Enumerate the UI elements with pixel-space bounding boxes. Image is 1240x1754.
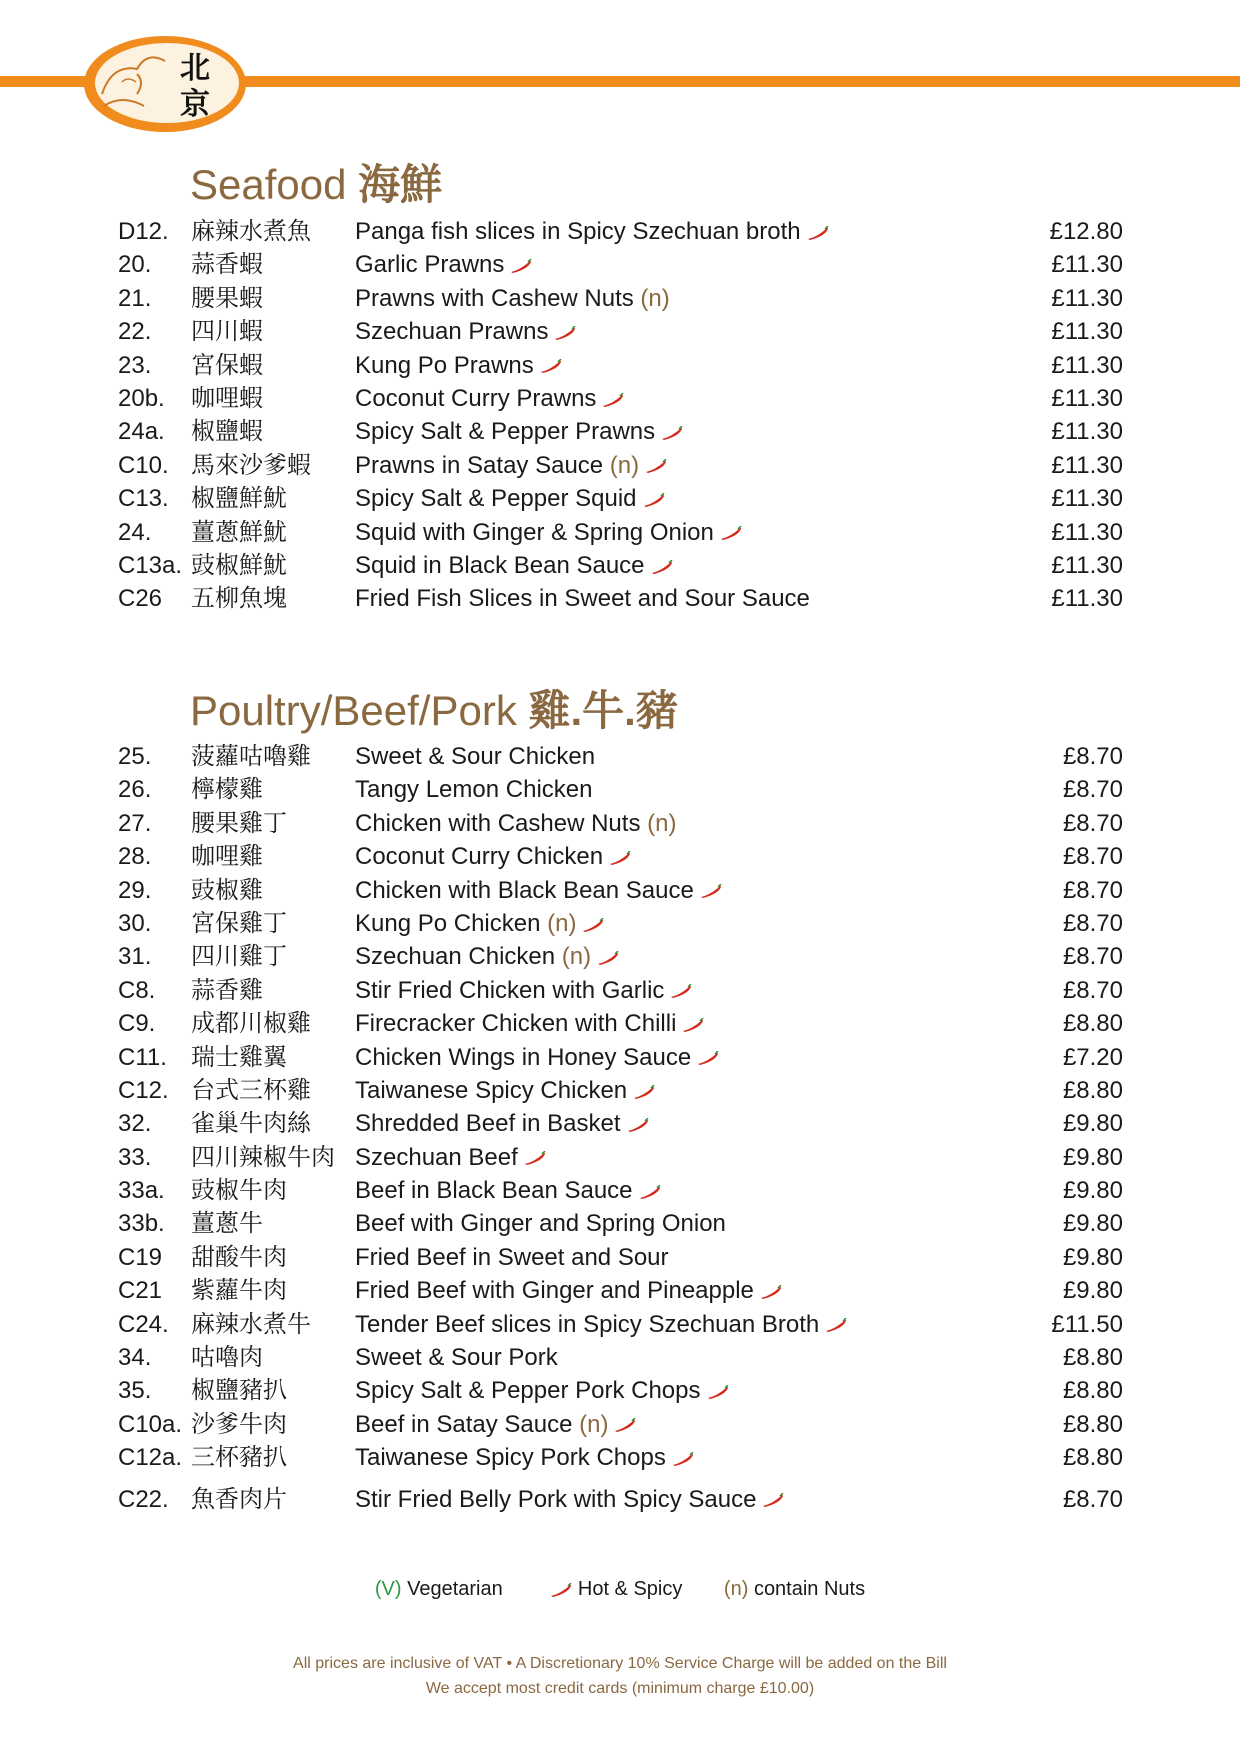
restaurant-logo — [82, 34, 248, 134]
item-code: C8. — [118, 976, 156, 1004]
item-price: £11.30 — [1051, 318, 1123, 346]
item-english-name: Prawns with Cashew Nuts (n) — [355, 284, 670, 312]
item-code: 20. — [118, 251, 152, 279]
nuts-marker: (n) — [572, 1410, 609, 1438]
item-price: £8.70 — [1062, 909, 1123, 937]
item-code: 32. — [118, 1110, 152, 1138]
item-chinese-name: 瑞士雞翼 — [191, 1043, 287, 1071]
item-price: £8.80 — [1062, 1444, 1123, 1472]
item-price: £8.70 — [1062, 1485, 1123, 1513]
item-chinese-name: 雀巢牛肉絲 — [191, 1110, 311, 1138]
item-price: £8.70 — [1062, 809, 1123, 837]
menu-item-row — [118, 315, 1123, 348]
menu-item-row — [118, 1241, 1123, 1274]
item-price: £8.70 — [1062, 943, 1123, 971]
menu-item-row — [118, 974, 1123, 1007]
item-price: £9.80 — [1062, 1177, 1123, 1205]
item-chinese-name: 沙爹牛肉 — [191, 1410, 287, 1438]
item-price: £9.80 — [1062, 1277, 1123, 1305]
item-code: C12a. — [118, 1444, 183, 1472]
veg-marker: (V) — [374, 1578, 402, 1600]
item-price: £11.30 — [1051, 418, 1123, 446]
item-english-name: Tender Beef slices in Spicy Szechuan Broth — [355, 1308, 847, 1341]
item-chinese-name: 檸檬雞 — [191, 776, 263, 804]
item-english-name: Beef with Ginger and Spring Onion — [355, 1210, 726, 1238]
menu-item-row — [118, 382, 1123, 415]
item-code: 28. — [118, 843, 152, 871]
item-english-name: Szechuan Prawns — [355, 315, 576, 348]
item-price: £7.20 — [1062, 1043, 1123, 1071]
chili-icon — [554, 326, 576, 340]
item-english-name: Shredded Beef in Basket — [355, 1107, 649, 1140]
item-chinese-name: 蒜香蝦 — [191, 251, 263, 279]
item-chinese-name: 豉椒鮮魷 — [191, 551, 287, 579]
item-english-name: Kung Po Prawns — [355, 349, 562, 382]
seafood-menu-list — [118, 215, 1123, 616]
menu-item-row — [118, 1207, 1123, 1240]
menu-item-row — [118, 1107, 1123, 1140]
seafood-title-cn: 海鮮 — [358, 161, 443, 208]
item-code: 20b. — [118, 384, 165, 412]
item-code: C12. — [118, 1076, 169, 1104]
item-chinese-name: 菠蘿咕嚕雞 — [191, 743, 311, 770]
menu-item-row — [118, 215, 1123, 248]
item-code: 30. — [118, 909, 152, 937]
item-price: £9.80 — [1062, 1143, 1123, 1171]
legend-nuts — [724, 1578, 865, 1600]
poultry-title-en: Poultry/Beef/Pork — [190, 687, 517, 734]
chili-icon — [760, 1285, 782, 1299]
item-code: 33a. — [118, 1177, 165, 1205]
nuts-marker: (n) — [540, 909, 577, 937]
item-english-name: Kung Po Chicken (n) — [355, 907, 604, 940]
item-price: £9.80 — [1062, 1110, 1123, 1138]
legend-vegetarian — [375, 1578, 508, 1600]
item-chinese-name: 四川雞丁 — [191, 943, 287, 971]
item-chinese-name: 四川蝦 — [191, 318, 263, 346]
menu-item-row — [118, 516, 1123, 549]
chili-icon — [707, 1385, 729, 1399]
nuts-marker: (n) — [603, 451, 640, 479]
item-english-name: Szechuan Beef — [355, 1141, 546, 1174]
item-english-name: Prawns in Satay Sauce (n) — [355, 449, 667, 482]
footer-vat-note: All prices are inclusive of VAT • A Discretionary 10% Service Charge will be added on the Bill — [293, 1655, 947, 1672]
item-english-name: Tangy Lemon Chicken — [355, 776, 593, 804]
item-chinese-name: 豉椒雞 — [191, 876, 263, 904]
item-english-name: Fried Beef with Ginger and Pineapple — [355, 1274, 782, 1307]
menu-item-row — [118, 1374, 1123, 1407]
item-english-name: Coconut Curry Prawns — [355, 382, 624, 415]
item-code: 33b. — [118, 1210, 165, 1238]
menu-item-row — [118, 248, 1123, 281]
item-english-name: Spicy Salt & Pepper Prawns — [355, 415, 683, 448]
item-code: C13. — [118, 485, 169, 513]
item-code: 27. — [118, 809, 152, 837]
item-price: £8.70 — [1062, 843, 1123, 871]
menu-item-row — [118, 549, 1123, 582]
nuts-marker: (n) — [723, 1578, 749, 1600]
item-price: £11.50 — [1051, 1310, 1123, 1338]
menu-item-row — [118, 415, 1123, 448]
poultry-menu-list — [118, 740, 1123, 1516]
item-english-name: Coconut Curry Chicken — [355, 840, 631, 873]
item-code: 35. — [118, 1377, 152, 1405]
item-price: £8.80 — [1062, 1076, 1123, 1104]
chili-icon — [550, 1583, 572, 1597]
item-chinese-name: 麻辣水煮魚 — [191, 218, 311, 245]
item-chinese-name: 椒鹽蝦 — [191, 418, 263, 446]
menu-item-row — [118, 840, 1123, 873]
item-code: 23. — [118, 351, 152, 379]
item-english-name: Squid with Ginger & Spring Onion — [355, 516, 742, 549]
item-english-name: Taiwanese Spicy Pork Chops — [355, 1441, 694, 1474]
legend-spicy — [544, 1578, 688, 1600]
nuts-label: contain Nuts — [753, 1578, 866, 1600]
item-code: 31. — [118, 943, 152, 971]
menu-item-row — [118, 1041, 1123, 1074]
item-price: £11.30 — [1051, 384, 1123, 412]
item-english-name: Fried Fish Slices in Sweet and Sour Sauce — [355, 585, 810, 613]
legend — [0, 1578, 1240, 1601]
item-price: £11.30 — [1051, 351, 1123, 379]
item-code: C21 — [118, 1277, 163, 1305]
item-price: £11.30 — [1051, 585, 1123, 613]
chili-icon — [582, 918, 604, 932]
item-code: C24. — [118, 1310, 169, 1338]
item-chinese-name: 豉椒牛肉 — [191, 1177, 287, 1205]
item-code: C22. — [118, 1485, 169, 1513]
chili-icon — [602, 393, 624, 407]
menu-item-row — [118, 449, 1123, 482]
menu-item-row — [118, 1174, 1123, 1207]
chili-icon — [807, 226, 829, 240]
logo-char-2: 京 — [180, 87, 210, 122]
menu-item-row — [118, 773, 1123, 806]
item-chinese-name: 薑蔥鮮魷 — [191, 518, 287, 546]
item-price: £11.30 — [1051, 518, 1123, 546]
menu-item-row — [118, 1007, 1123, 1040]
item-chinese-name: 椒鹽鮮魷 — [191, 485, 287, 513]
item-code: C19 — [118, 1243, 163, 1271]
menu-item-row — [118, 1408, 1123, 1441]
menu-item-row — [118, 807, 1123, 840]
logo-char-1: 北 — [180, 51, 210, 86]
menu-item-row — [118, 1483, 1123, 1516]
item-english-name: Sweet & Sour Pork — [355, 1344, 558, 1372]
item-chinese-name: 薑蔥牛 — [191, 1210, 263, 1238]
item-chinese-name: 台式三杯雞 — [191, 1076, 311, 1104]
item-price: £8.80 — [1062, 1344, 1123, 1372]
item-code: 25. — [118, 743, 152, 770]
chili-icon — [633, 1085, 655, 1099]
spicy-label: Hot & Spicy — [577, 1578, 683, 1600]
menu-item-row — [118, 874, 1123, 907]
veg-label: Vegetarian — [407, 1578, 503, 1600]
chili-icon — [614, 1418, 636, 1432]
item-english-name: Fried Beef in Sweet and Sour — [355, 1243, 669, 1271]
chili-icon — [700, 884, 722, 898]
item-chinese-name: 咖哩雞 — [191, 843, 263, 871]
item-chinese-name: 宮保雞丁 — [191, 909, 287, 937]
item-price: £8.70 — [1062, 743, 1123, 770]
item-price: £8.70 — [1062, 976, 1123, 1004]
item-code: C10a. — [118, 1410, 183, 1438]
menu-item-row — [118, 940, 1123, 973]
menu-item-row — [118, 582, 1123, 615]
menu-item-row — [118, 740, 1123, 773]
item-chinese-name: 魚香肉片 — [191, 1485, 287, 1513]
chili-icon — [661, 426, 683, 440]
menu-item-row — [118, 1074, 1123, 1107]
item-english-name: Stir Fried Belly Pork with Spicy Sauce — [355, 1483, 784, 1516]
item-price: £8.70 — [1062, 876, 1123, 904]
item-chinese-name: 麻辣水煮牛 — [191, 1310, 311, 1338]
chili-icon — [540, 359, 562, 373]
menu-item-row — [118, 1441, 1123, 1474]
item-english-name: Sweet & Sour Chicken — [355, 743, 596, 770]
chili-icon — [597, 951, 619, 965]
menu-item-row — [118, 1141, 1123, 1174]
item-code: 34. — [118, 1344, 152, 1372]
menu-item-row — [118, 349, 1123, 382]
item-chinese-name: 紫蘿牛肉 — [191, 1277, 287, 1305]
item-english-name: Chicken Wings in Honey Sauce — [355, 1041, 719, 1074]
item-price: £8.70 — [1062, 776, 1123, 804]
item-price: £11.30 — [1051, 451, 1123, 479]
chili-icon — [697, 1051, 719, 1065]
menu-item-row — [118, 282, 1123, 315]
poultry-title-cn: 雞.牛.豬 — [528, 687, 678, 734]
item-english-name: Taiwanese Spicy Chicken — [355, 1074, 655, 1107]
chili-icon — [670, 984, 692, 998]
item-chinese-name: 成都川椒雞 — [191, 1010, 311, 1038]
item-english-name: Beef in Satay Sauce (n) — [355, 1408, 636, 1441]
item-chinese-name: 宮保蝦 — [191, 351, 263, 379]
chili-icon — [825, 1318, 847, 1332]
item-price: £9.80 — [1062, 1243, 1123, 1271]
item-chinese-name: 咖哩蝦 — [191, 384, 263, 412]
chili-icon — [643, 493, 665, 507]
item-english-name: Stir Fried Chicken with Garlic — [355, 974, 692, 1007]
item-english-name: Spicy Salt & Pepper Pork Chops — [355, 1374, 729, 1407]
chili-icon — [682, 1018, 704, 1032]
item-chinese-name: 蒜香雞 — [191, 976, 263, 1004]
item-code: 29. — [118, 876, 152, 904]
item-code: C9. — [118, 1010, 156, 1038]
item-price: £9.80 — [1062, 1210, 1123, 1238]
nuts-marker: (n) — [555, 943, 592, 971]
chili-icon — [510, 259, 532, 273]
item-code: C13a. — [118, 551, 183, 579]
chili-icon — [672, 1452, 694, 1466]
item-code: 33. — [118, 1143, 152, 1171]
item-chinese-name: 咕嚕肉 — [191, 1344, 263, 1372]
item-code: C11. — [118, 1043, 167, 1071]
nuts-marker: (n) — [640, 809, 677, 837]
item-code: D12. — [118, 218, 169, 245]
chili-icon — [762, 1493, 784, 1507]
chili-icon — [627, 1118, 649, 1132]
item-price: £8.80 — [1062, 1377, 1123, 1405]
chili-icon — [609, 851, 631, 865]
item-price: £8.80 — [1062, 1410, 1123, 1438]
item-chinese-name: 四川辣椒牛肉 — [191, 1143, 335, 1171]
chili-icon — [639, 1185, 661, 1199]
item-english-name: Beef in Black Bean Sauce — [355, 1174, 661, 1207]
item-price: £11.30 — [1051, 485, 1123, 513]
item-english-name: Panga fish slices in Spicy Szechuan broth — [355, 215, 829, 248]
menu-item-row — [118, 1308, 1123, 1341]
chili-icon — [645, 459, 667, 473]
item-price: £12.80 — [1049, 218, 1123, 245]
item-code: 24a. — [118, 418, 165, 446]
chili-icon — [651, 560, 673, 574]
item-english-name: Chicken with Cashew Nuts (n) — [355, 809, 677, 837]
menu-item-row — [118, 1274, 1123, 1307]
item-chinese-name: 五柳魚塊 — [191, 585, 287, 613]
item-code: 22. — [118, 318, 152, 346]
item-chinese-name: 腰果蝦 — [191, 284, 263, 312]
item-code: 21. — [118, 284, 152, 312]
item-english-name: Firecracker Chicken with Chilli — [355, 1007, 704, 1040]
item-price: £11.30 — [1051, 551, 1123, 579]
footer-credit-note: We accept most credit cards (minimum charge £10.00) — [425, 1680, 815, 1697]
menu-item-row — [118, 1341, 1123, 1374]
item-english-name: Chicken with Black Bean Sauce — [355, 874, 722, 907]
item-code: 26. — [118, 776, 152, 804]
poultry-section-title — [190, 678, 678, 738]
nuts-marker: (n) — [633, 284, 670, 312]
item-chinese-name: 椒鹽豬扒 — [191, 1377, 287, 1405]
item-chinese-name: 甜酸牛肉 — [191, 1243, 287, 1271]
item-english-name: Szechuan Chicken (n) — [355, 940, 619, 973]
item-price: £11.30 — [1051, 251, 1123, 279]
item-english-name: Squid in Black Bean Sauce — [355, 549, 673, 582]
item-price: £11.30 — [1051, 284, 1123, 312]
chili-icon — [524, 1151, 546, 1165]
item-chinese-name: 三杯豬扒 — [191, 1444, 287, 1472]
item-code: C26 — [118, 585, 163, 613]
seafood-title-en: Seafood — [190, 161, 347, 208]
menu-item-row — [118, 482, 1123, 515]
item-english-name: Spicy Salt & Pepper Squid — [355, 482, 665, 515]
item-chinese-name: 馬來沙爹蝦 — [191, 451, 311, 479]
item-price: £8.80 — [1062, 1010, 1123, 1038]
item-code: 24. — [118, 518, 152, 546]
seafood-section-title — [190, 152, 442, 212]
item-english-name: Garlic Prawns — [355, 248, 532, 281]
menu-item-row — [118, 907, 1123, 940]
chili-icon — [720, 526, 742, 540]
item-chinese-name: 腰果雞丁 — [191, 809, 287, 837]
item-code: C10. — [118, 451, 169, 479]
